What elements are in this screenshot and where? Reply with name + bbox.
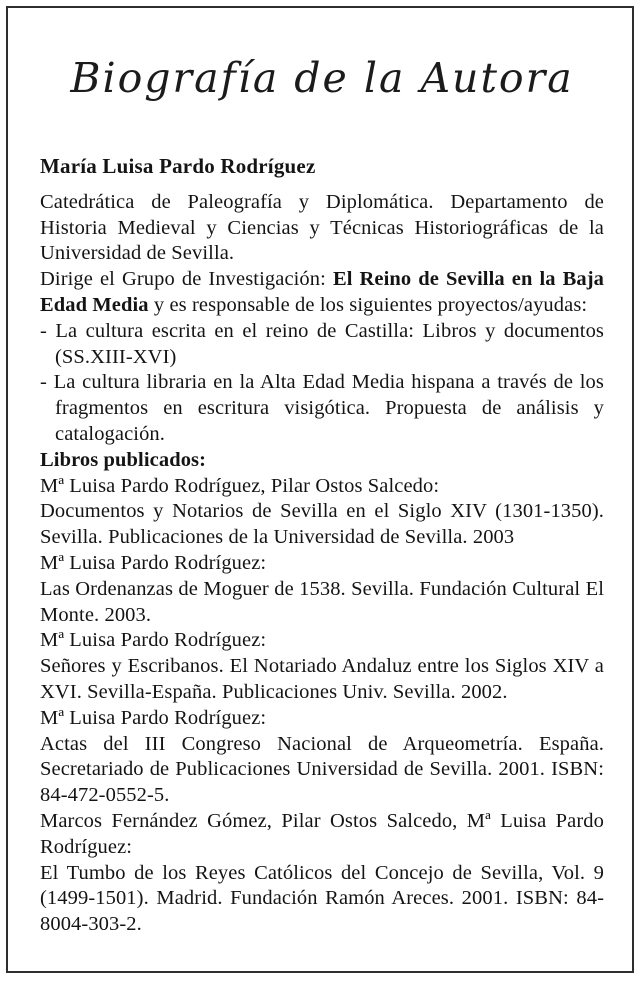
page-content [8,8,632,971]
book-description: El Tumbo de los Reyes Católicos del Concejo de Sevilla, Vol. 9 (1499-1501). Madrid. Fundación Ramón Areces. 2001. ISBN: 84-8004-303-2. [40,861,604,936]
books-heading: Libros publicados: [40,448,207,471]
research-group-name: El Reino de Sevilla en la Baja Edad Media [40,268,604,316]
page-title: Biografía de la Autora [70,54,574,102]
project-item: - La cultura escrita en el reino de Castilla: Libros y documentos (SS.XIII-XVI) [40,319,604,368]
page-border-frame [6,6,634,973]
book-description: Señores y Escribanos. El Notariado Andaluz entre los Siglos XIV a XVI. Sevilla-España. Publicaciones Univ. Sevilla. 2002. [40,655,604,703]
book-description: Documentos y Notarios de Sevilla en el Siglo XIV (1301-1350). Sevilla. Publicaciones de la Universidad de Sevilla. 2003 [40,500,604,549]
book-authors: Marcos Fernández Gómez, Pilar Ostos Salcedo, Mª Luisa Pardo Rodríguez: [40,809,604,858]
research-group-text-after: y es responsable de los siguientes proyectos/ayudas: [148,293,588,316]
project-item: - La cultura libraria en la Alta Edad Media hispana a través de los fragmentos en escritura visigótica. Propuesta de análisis y catalogación. [40,371,604,445]
book-authors: Mª Luisa Pardo Rodríguez: [40,629,267,652]
research-group-text-before: Dirige el Grupo de Investigación: [40,268,333,291]
research-group-paragraph [40,267,604,319]
book-authors: Mª Luisa Pardo Rodríguez, Pilar Ostos Salcedo: [40,474,440,497]
book-description: Las Ordenanzas de Moguer de 1538. Sevilla. Fundación Cultural El Monte. 2003. [40,577,604,626]
book-authors: Mª Luisa Pardo Rodríguez: [40,551,267,574]
author-name: María Luisa Pardo Rodríguez [40,154,316,178]
book-authors: Mª Luisa Pardo Rodríguez: [40,706,267,729]
book-description: Actas del III Congreso Nacional de Arqueometría. España. Secretariado de Publicaciones Universidad de Sevilla. 2001. ISBN: 84-472-0552-5. [40,732,604,807]
bio-position-paragraph: Catedrática de Paleografía y Diplomática. Departamento de Historia Medieval y Ciencias y Técnicas Historiográficas de la Universidad de Sevilla. [40,190,604,265]
